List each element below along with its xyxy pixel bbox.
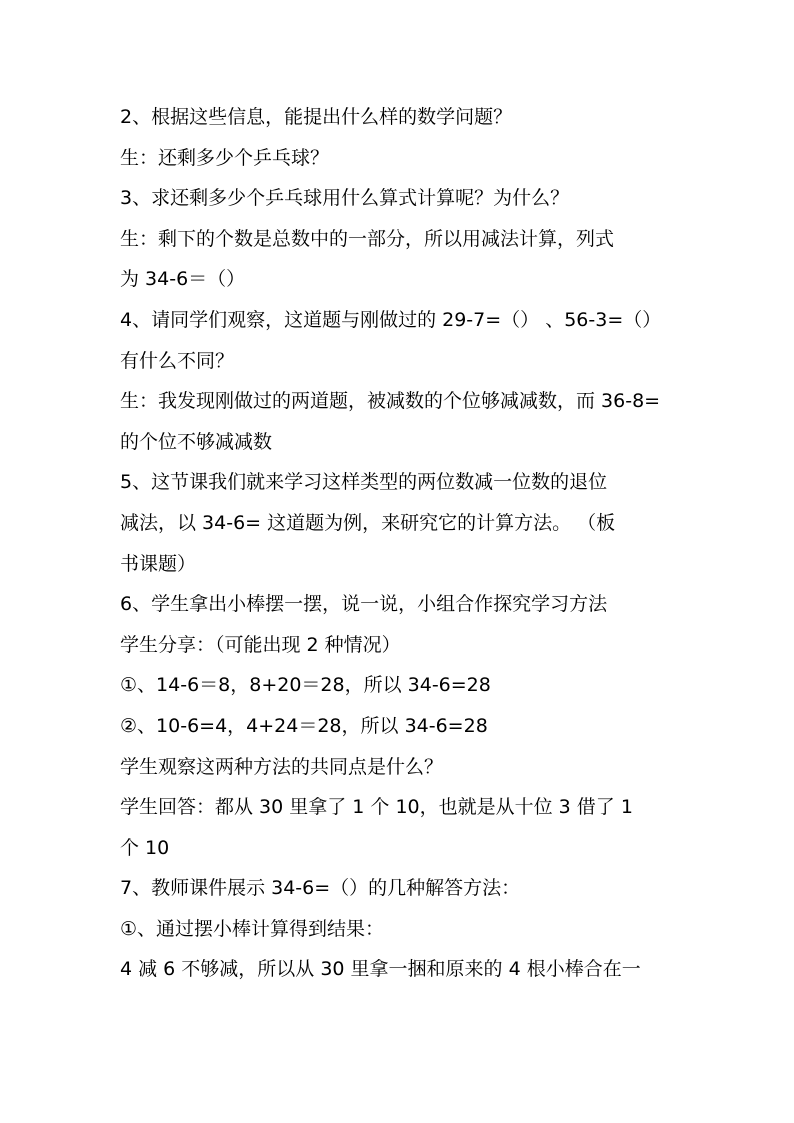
method-2: ②、10-6=4，4+24＝28，所以 34-6=28 [120,714,488,737]
student-answer-line-1: 学生回答：都从 30 里拿了 1 个 10，也就是从十位 3 借了 1 [120,796,633,819]
step-5-line-2: 减法，以 34-6= 这道题为例，来研究它的计算方法。 （板 [120,511,616,534]
question-4-line-2: 有什么不同？ [120,349,235,372]
student-answer-line-2: 个 10 [120,836,170,859]
step-5-line-3: 书课题） [120,552,197,575]
answer-3-line-2: 为 34-6＝（） [120,268,246,291]
question-3: 3、求还剩多少个乒乓球用什么算式计算呢？为什么？ [120,187,570,210]
answer-4-line-1: 生：我发现刚做过的两道题，被减数的个位够减减数，而 36-8= [120,390,661,413]
step-7: 7、教师课件展示 34-6=（）的几种解答方法： [120,877,521,900]
step-7-method-1: ①、通过摆小棒计算得到结果： [120,917,385,940]
student-share: 学生分享：（可能出现 2 种情况） [120,633,401,656]
question-2: 2、根据这些信息，能提出什么样的数学问题？ [120,106,513,128]
step-7-explanation: 4 减 6 不够减，所以从 30 里拿一捆和原来的 4 根小棒合在一 [120,958,641,981]
answer-3-line-1: 生：剩下的个数是总数中的一部分，所以用减法计算，列式 [120,227,615,250]
step-6: 6、学生拿出小棒摆一摆，说一说，小组合作探究学习方法 [120,593,608,616]
question-4-line-1: 4、请同学们观察，这道题与刚做过的 29-7=（） 、56-3=（） [120,308,662,331]
step-5-line-1: 5、这节课我们就来学习这样类型的两位数减一位数的退位 [120,471,608,494]
answer-4-line-2: 的个位不够减减数 [120,430,273,453]
method-1: ①、14-6＝8，8+20＝28，所以 34-6=28 [120,674,491,697]
answer-2: 生：还剩多少个乒乓球？ [120,146,330,169]
observe-question: 学生观察这两种方法的共同点是什么？ [120,755,444,778]
